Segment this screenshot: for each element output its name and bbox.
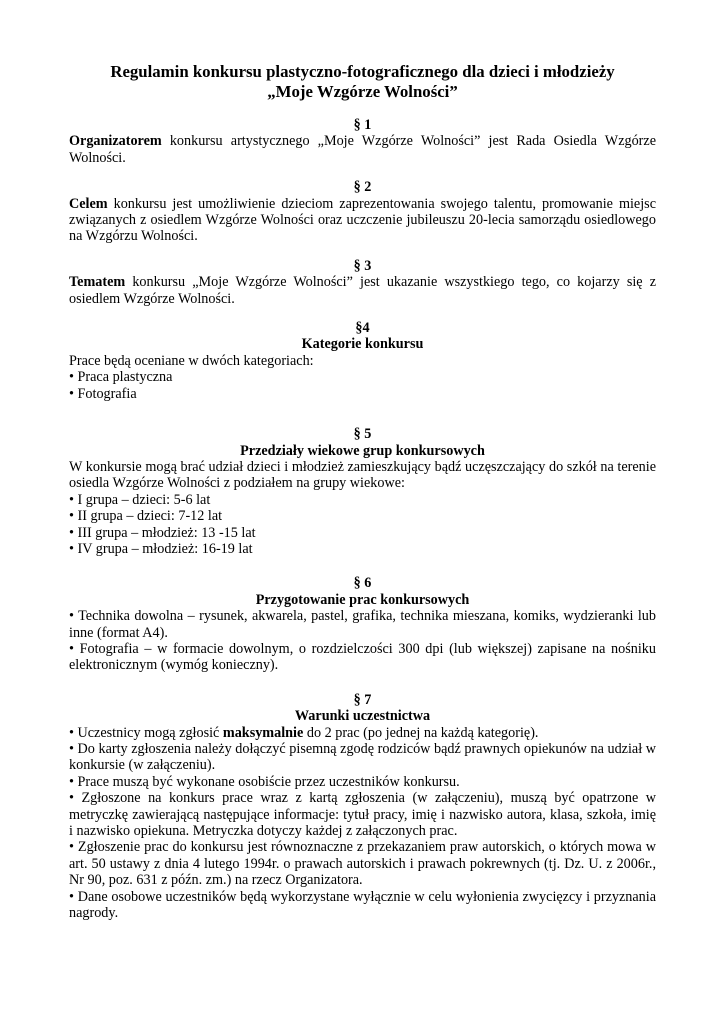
section-number: § 3 (353, 257, 372, 274)
list-item: • Zgłoszone na konkurs prace wraz z kartą zgłoszenia (w załączeniu), muszą być opatrzone w metryczkę zawierającą następujące informacje: tytuł pracy, imię i nazwisko autora, klasa, szkoła, imię i nazwisko opiekuna. Metryczka dotyczy każdej z załączonych prac. (69, 790, 656, 840)
list-item: • I grupa – dzieci: 5-6 lat (69, 491, 211, 508)
section-paragraph (69, 133, 656, 166)
section-heading: Kategorie konkursu (301, 336, 424, 353)
section-paragraph (69, 196, 656, 245)
section-4 (69, 320, 656, 402)
list-item: • Fotografia – w formacie dowolnym, o rozdzielczości 300 dpi (lub większej) zapisane na nośniku elektronicznym (wymóg konieczny). (69, 640, 656, 674)
paragraph-text: konkursu artystycznego „Moje Wzgórze Wolności” jest Rada Osiedla Wzgórze Wolności. (69, 133, 656, 166)
section-number: § 2 (353, 179, 372, 196)
section-number: § 6 (353, 575, 372, 592)
paragraph-text: konkursu „Moje Wzgórze Wolności” jest ukazanie wszystkiego tego, co kojarzy się z osiedlem Wzgórze Wolności. (69, 274, 656, 307)
section-3 (69, 258, 656, 307)
list-item (69, 725, 656, 741)
section-1 (69, 117, 656, 166)
section-number: §4 (355, 320, 370, 337)
list-item: • II grupa – dzieci: 7-12 lat (69, 508, 223, 525)
section-7 (69, 692, 656, 922)
section-intro: W konkursie mogą brać udział dzieci i młodzież zamieszkujący bądź uczęszczający do szkół na terenie osiedla Wzgórze Wolności z podziałem na grupy wiekowe: (69, 458, 656, 492)
list-item: • IV grupa – młodzież: 16-19 lat (69, 540, 253, 557)
section-number: § 5 (353, 426, 372, 443)
section-5 (69, 426, 656, 557)
title-line-1: Regulamin konkursu plastyczno-fotograficznego dla dzieci i młodzieży (110, 62, 615, 81)
list-item: • Do karty zgłoszenia należy dołączyć pisemną zgodę rodziców bądź prawnych opiekunów na udział w konkursie (w załączeniu). (69, 741, 656, 774)
section-number: § 7 (353, 691, 372, 708)
list-item: • III grupa – młodzież: 13 -15 lat (69, 524, 256, 541)
document-page (69, 62, 656, 934)
section-heading: Przygotowanie prac konkursowych (255, 591, 470, 608)
list-item-text: do 2 prac (po jednej na każdą kategorię). (303, 724, 539, 741)
section-heading: Warunki uczestnictwa (294, 708, 431, 725)
paragraph-text: konkursu jest umożliwienie dzieciom zaprezentowania swojego talentu, promowanie miejsc związanych z osiedlem Wzgórze Wolności oraz uczczenie jubileuszu 20-lecia samorządu osiedlowego na Wzgórzu Wolności. (69, 195, 656, 245)
title-line-2: „Moje Wzgórze Wolności” (267, 81, 458, 101)
bold-term: Tematem (69, 274, 126, 291)
list-item: • Technika dowolna – rysunek, akwarela, pastel, grafika, technika mieszana, komiks, wydzieranki lub inne (format A4). (69, 608, 656, 641)
section-6 (69, 575, 656, 673)
section-paragraph (69, 274, 656, 307)
bold-term: Celem (69, 195, 108, 212)
bold-term: Organizatorem (69, 133, 162, 150)
bold-term: maksymalnie (222, 724, 304, 741)
list-item: • Praca plastyczna (69, 369, 173, 386)
list-item: • Dane osobowe uczestników będą wykorzystane wyłącznie w celu wyłonienia zwycięzcy i przyznania nagrody. (69, 888, 656, 922)
section-2 (69, 179, 656, 245)
section-number: § 1 (353, 117, 372, 133)
section-heading: Przedziały wiekowe grup konkursowych (240, 442, 485, 459)
list-item: • Prace muszą być wykonane osobiście przez uczestników konkursu. (69, 773, 460, 790)
section-intro: Prace będą oceniane w dwóch kategoriach: (69, 352, 314, 369)
document-title (69, 62, 656, 101)
list-item: • Fotografia (69, 385, 137, 402)
list-item: • Zgłoszenie prac do konkursu jest równoznaczne z przekazaniem praw autorskich, o których mowa w art. 50 ustawy z dnia 4 lutego 1994r. o prawach autorskich i prawach pokrewnych (tj. Dz. U. z 2006r., Nr 90, poz. 631 z późn. zm.) na rzecz Organizatora. (69, 839, 656, 889)
list-item-text: • Uczestnicy mogą zgłosić (69, 724, 223, 741)
